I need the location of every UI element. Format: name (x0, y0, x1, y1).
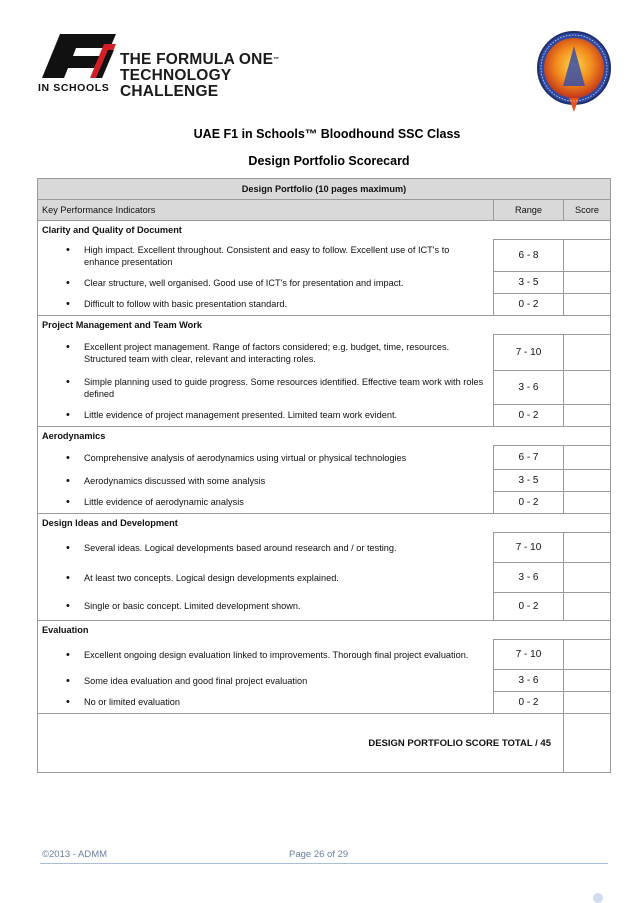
total-score-cell[interactable] (564, 714, 611, 773)
kpi-text: • Excellent project management. Range of factors considered; e.g. budget, time, resources. Structured team with clear, relevant and interacting roles. (66, 341, 487, 365)
category-name: Aerodynamics (38, 427, 611, 446)
kpi-text: • Clear structure, well organised. Good use of ICT's for presentation and impact. (66, 277, 487, 289)
document-title: UAE F1 in Schools™ Bloodhound SSC Class (193, 127, 461, 141)
kpi-text: • Single or basic concept. Limited development shown. (66, 600, 487, 612)
table-row (38, 371, 611, 405)
score-cell[interactable] (564, 446, 611, 470)
total-row (38, 714, 611, 773)
range-value: 3 - 6 (494, 670, 564, 692)
category-row (38, 427, 611, 446)
score-cell[interactable] (564, 492, 611, 514)
table-row (38, 692, 611, 714)
range-value: 7 - 10 (494, 533, 564, 563)
brand-line-2: TECHNOLOGY CHALLENGE (120, 67, 232, 100)
range-value: 0 - 2 (494, 492, 564, 514)
brand-name (120, 52, 288, 100)
table-row (38, 446, 611, 470)
score-cell[interactable] (564, 371, 611, 405)
table-row (38, 470, 611, 492)
category-name: Project Management and Team Work (38, 316, 611, 335)
kpi-text: • Aerodynamics discussed with some analysis (66, 475, 487, 487)
range-value: 3 - 5 (494, 272, 564, 294)
kpi-text: • Difficult to follow with basic presentation standard. (66, 298, 487, 310)
score-cell[interactable] (564, 670, 611, 692)
table-row (38, 272, 611, 294)
range-value: 3 - 5 (494, 470, 564, 492)
kpi-column-header: Key Performance Indicators (38, 200, 494, 221)
footer-copyright: ©2013 - ADMM (42, 849, 108, 860)
range-value: 0 - 2 (494, 692, 564, 714)
score-cell[interactable] (564, 692, 611, 714)
range-value: 7 - 10 (494, 335, 564, 371)
table-row (38, 492, 611, 514)
document-subtitle: Design Portfolio Scorecard (248, 154, 410, 168)
category-name: Clarity and Quality of Document (38, 221, 611, 240)
range-column-header: Range (494, 200, 564, 221)
score-cell[interactable] (564, 335, 611, 371)
kpi-text: • No or limited evaluation (66, 696, 487, 708)
column-header-row (38, 200, 611, 221)
table-row (38, 335, 611, 371)
category-row (38, 514, 611, 533)
range-value: 6 - 7 (494, 446, 564, 470)
f1-logo-mark-icon (38, 30, 118, 80)
range-value: 0 - 2 (494, 593, 564, 621)
category-row (38, 621, 611, 640)
score-cell[interactable] (564, 563, 611, 593)
table-row (38, 640, 611, 670)
footer-divider (40, 863, 608, 864)
score-cell[interactable] (564, 640, 611, 670)
score-cell[interactable] (564, 533, 611, 563)
category-row (38, 221, 611, 240)
kpi-text: • Some idea evaluation and good final project evaluation (66, 675, 487, 687)
range-value: 0 - 2 (494, 294, 564, 316)
section-title: Design Portfolio (10 pages maximum) (38, 179, 611, 200)
kpi-text: • Simple planning used to guide progress. Some resources identified. Effective team work with roles defined (66, 376, 487, 400)
table-row (38, 405, 611, 427)
brand-in-schools: IN SCHOOLS (38, 82, 110, 94)
design-portfolio-scorecard-table (37, 178, 611, 773)
range-value: 6 - 8 (494, 240, 564, 272)
total-label: DESIGN PORTFOLIO SCORE TOTAL / 45 (38, 714, 564, 773)
section-header-row (38, 179, 611, 200)
footer-page-number: Page 26 of 29 (289, 849, 349, 860)
table-row (38, 563, 611, 593)
kpi-text: • Little evidence of project management presented. Limited team work evident. (66, 409, 487, 421)
score-cell[interactable] (564, 405, 611, 427)
table-row (38, 670, 611, 692)
kpi-text: • Excellent ongoing design evaluation linked to improvements. Thorough final project evaluation. (66, 649, 487, 661)
category-name: Design Ideas and Development (38, 514, 611, 533)
trademark: ™ (273, 57, 280, 63)
score-column-header: Score (564, 200, 611, 221)
kpi-text: • Comprehensive analysis of aerodynamics using virtual or physical technologies (66, 452, 487, 464)
kpi-text: • Little evidence of aerodynamic analysis (66, 496, 487, 508)
score-cell[interactable] (564, 593, 611, 621)
range-value: 7 - 10 (494, 640, 564, 670)
f1-in-schools-logo (38, 30, 288, 100)
bloodhound-ssc-badge-icon (533, 28, 615, 114)
kpi-text: • High impact. Excellent throughout. Consistent and easy to follow. Excellent use of ICT's to enhance presentation (66, 244, 487, 268)
kpi-text: • Several ideas. Logical developments based around research and / or testing. (66, 542, 487, 554)
table-row (38, 593, 611, 621)
table-row (38, 533, 611, 563)
range-value: 0 - 2 (494, 405, 564, 427)
footer-decoration (593, 893, 603, 903)
kpi-text: • At least two concepts. Logical design developments explained. (66, 572, 487, 584)
score-cell[interactable] (564, 272, 611, 294)
score-cell[interactable] (564, 294, 611, 316)
score-cell[interactable] (564, 240, 611, 272)
range-value: 3 - 6 (494, 563, 564, 593)
category-name: Evaluation (38, 621, 611, 640)
score-cell[interactable] (564, 470, 611, 492)
table-row (38, 240, 611, 272)
table-row (38, 294, 611, 316)
range-value: 3 - 6 (494, 371, 564, 405)
category-row (38, 316, 611, 335)
brand-line-1: THE FORMULA ONE (120, 51, 274, 68)
